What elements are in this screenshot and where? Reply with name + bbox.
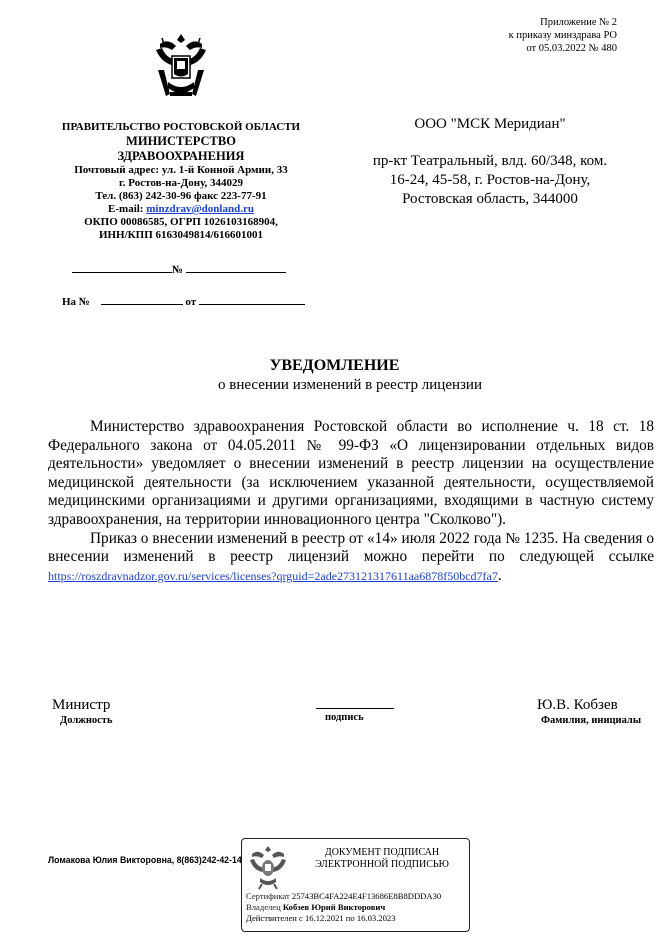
reg-number-blank (186, 261, 286, 273)
org-address: Почтовый адрес: ул. 1-й Конной Армии, 33 (74, 164, 288, 176)
recipient-address-line: пр-кт Театральный, влд. 60/348, ком. (372, 153, 608, 169)
org-phone: Тел. (863) 242-30-96 факс 223-77-91 (95, 190, 267, 202)
certificate-line (246, 891, 441, 902)
ref-date-blank (199, 293, 305, 305)
eagle-emblem-icon (248, 844, 288, 890)
executor-contact: Ломакова Юлия Викторовна, 8(863)242-42-14 (48, 855, 242, 866)
sender-block (40, 121, 322, 242)
org-email-line (40, 203, 322, 216)
position-caption: Должность (60, 715, 113, 726)
email-link[interactable]: minzdrav@donland.ru (146, 203, 254, 215)
org-city: г. Ростов-на-Дону, 344029 (119, 177, 243, 189)
certificate-label: Сертификат (246, 891, 292, 901)
on-no-label: На № (62, 296, 90, 308)
signature-line (316, 708, 394, 709)
org-inn: ИНН/КПП 6163049814/616601001 (98, 229, 264, 241)
owner-line (246, 902, 441, 913)
stamp-details (246, 891, 441, 924)
org-ministry: МИНИСТЕРСТВО (126, 134, 236, 148)
recipient-address-line: Ростовская область, 344000 (402, 191, 578, 207)
e-signature-stamp (241, 838, 470, 932)
org-health: ЗДРАВООХРАНЕНИЯ (117, 149, 245, 163)
stamp-title (302, 847, 462, 871)
reg-date-blank (72, 261, 172, 273)
ref-number-blank (101, 293, 183, 305)
registration-line (72, 261, 286, 276)
recipient-address-line: 16-24, 45-58, г. Ростов-на-Дону, (389, 172, 591, 188)
email-label: E-mail: (108, 203, 147, 215)
link-end: . (497, 566, 502, 584)
appendix-line: к приказу минздрава РО (508, 30, 617, 41)
document-subtitle: о внесении изменений в реестр лицензии (217, 377, 482, 393)
body-paragraph (48, 530, 654, 586)
recipient-address (330, 152, 650, 209)
reference-line (62, 293, 305, 308)
certificate-value: 25743BC4FA224E4F13686E8B8DDDA30 (291, 891, 442, 901)
stamp-title-line: ДОКУМЕНТ ПОДПИСАН (324, 847, 440, 858)
reg-no-label: № (172, 264, 184, 276)
body-paragraph: Министерство здравоохранения Ростовской области во исполнение ч. 18 ст. 18 Федерального закона от 04.05.2011 № 99-ФЗ «О лицензировании отдельных видов деятельности» уведомляет о внесении изменений в реестр лицензии на осуществление медицинской деятельности (за исключением указанной деятельности, осуществляемой медицинскими организациями и другими организациями, входящими в частную систему здравоохранения, на территории инновационного центра "Сколково"). (48, 418, 654, 528)
document-body (48, 418, 654, 585)
stamp-title-line: ЭЛЕКТРОННОЙ ПОДПИСЬЮ (315, 859, 449, 870)
org-government: ПРАВИТЕЛЬСТВО РОСТОВСКОЙ ОБЛАСТИ (61, 121, 301, 133)
recipient-name: ООО "МСК Меридиан" (414, 116, 566, 132)
signer-position: Министр (52, 697, 111, 713)
coat-of-arms-icon (150, 30, 212, 102)
body-paragraph-text: Приказ о внесении изменений в реестр от «14» июля 2022 года № 1235. На сведения о внесении изменений в реестр лицензий можно перейти по следующей ссылке (48, 529, 654, 566)
from-label: от (185, 296, 197, 308)
signature-caption: подпись (325, 712, 364, 723)
registry-link[interactable]: https://roszdravnadzor.gov.ru/services/licenses?qrguid=2ade273121317611aa6878f50bcd7fa7 (48, 568, 498, 583)
org-okpo: ОКПО 00086585, ОГРП 1026103168904, (84, 216, 278, 228)
owner-label: Владелец (246, 902, 283, 912)
appendix-line: от 05.03.2022 № 480 (526, 43, 617, 54)
appendix-line: Приложение № 2 (540, 17, 617, 28)
document-title: УВЕДОМЛЕНИЕ (269, 357, 400, 374)
signer-name: Ю.В. Кобзев (537, 697, 618, 713)
appendix-note (509, 16, 617, 55)
owner-value: Кобзев Юрий Викторович (282, 902, 386, 912)
validity-line: Действителен с 16.12.2021 по 16.03.2023 (246, 913, 396, 923)
name-caption: Фамилия, инициалы (541, 715, 642, 726)
